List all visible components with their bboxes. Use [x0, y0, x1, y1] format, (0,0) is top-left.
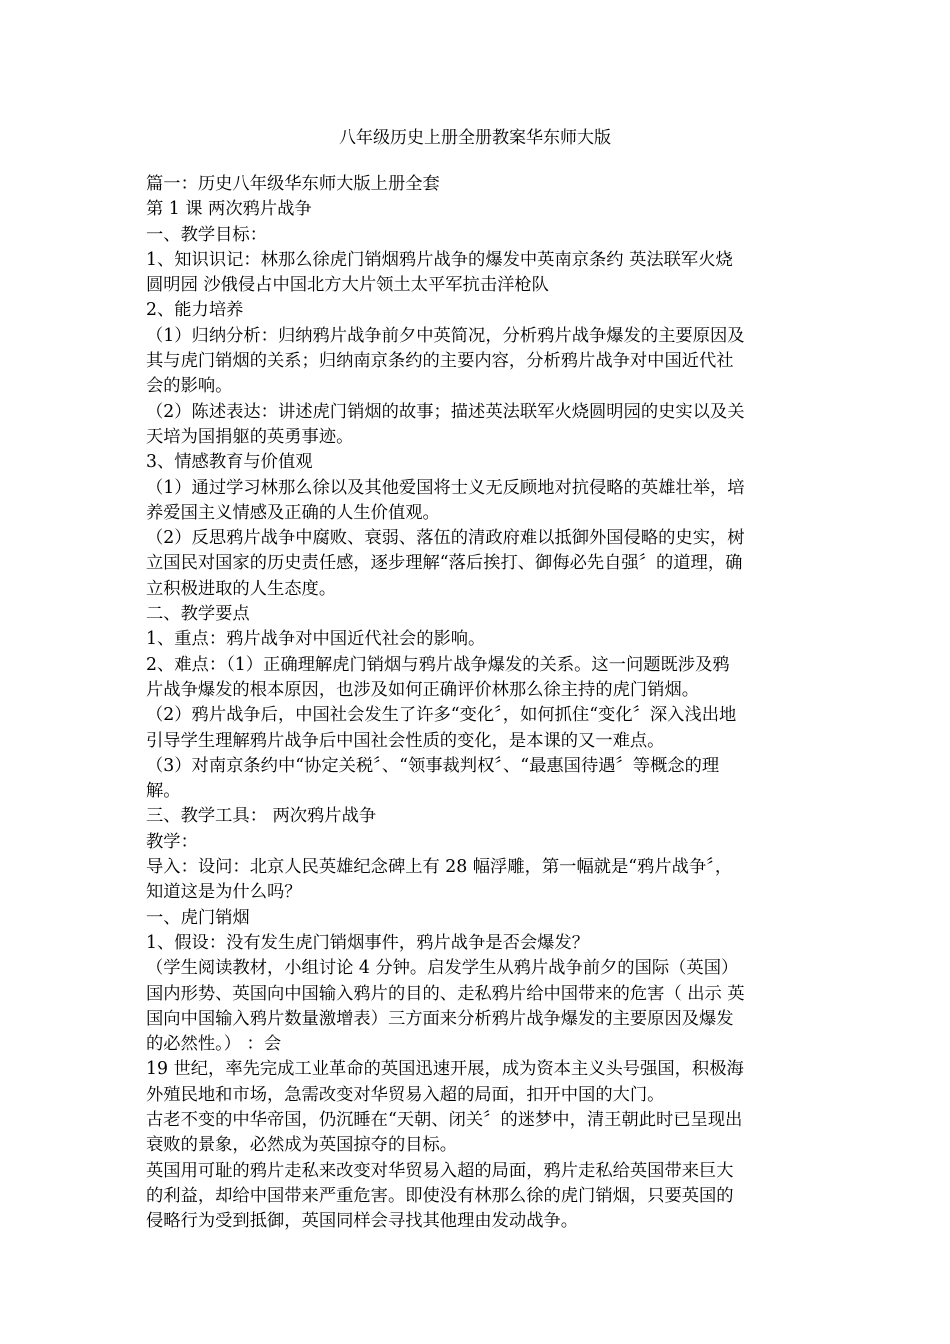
text-line: 的利益，却给中国带来严重危害。即使没有林那么徐的虎门销烟，只要英国的 [146, 1185, 734, 1206]
text-line: 2、能力培养 [146, 300, 244, 321]
text-line: 二、教学要点 [146, 604, 250, 625]
text-line: （2）反思鸦片战争中腐败、衰弱、落伍的清政府难以抵御外国侵略的史实，树 [146, 528, 745, 549]
text-line: 3、情感教育与价值观 [146, 452, 313, 473]
text-line: 侵略行为受到抵御，英国同样会寻找其他理由发动战争。 [146, 1211, 579, 1232]
text-line: 导入：设问：北京人民英雄纪念碑上有 28 幅浮雕，第一幅就是“鸦片战争〞， [146, 857, 733, 878]
text-line: 知道这是为什么吗？ [146, 882, 302, 903]
text-line: 一、虎门销烟 [146, 907, 250, 928]
text-line: 解。 [146, 781, 181, 802]
text-line: 天培为国捐躯的英勇事迹。 [146, 426, 354, 447]
text-line: 一、教学目标： [146, 224, 267, 245]
text-line: 1、知识识记：林那么徐虎门销烟鸦片战争的爆发中英南京条约 英法联军火烧 [146, 249, 733, 270]
text-line: 片战争爆发的根本原因，也涉及如何正确评价林那么徐主持的虎门销烟。 [146, 679, 700, 700]
text-line: （2）鸦片战争后，中国社会发生了许多“变化〞，如何抓住“变化〞深入浅出地 [146, 705, 737, 726]
text-line: 立国民对国家的历史责任感，逐步理解“落后挨打、御侮必先自强〞的道理，确 [146, 553, 743, 574]
text-line: 会的影响。 [146, 376, 233, 397]
text-line: 1、假设：没有发生虎门销烟事件，鸦片战争是否会爆发？ [146, 932, 590, 953]
text-line: 其与虎门销烟的关系；归纳南京条约的主要内容，分析鸦片战争对中国近代社 [146, 351, 734, 372]
text-line: 三、教学工具： 两次鸦片战争 [146, 806, 377, 827]
text-line: 19 世纪，率先完成工业革命的英国迅速开展，成为资本主义头号强国，积极海 [146, 1059, 744, 1080]
text-line: 古老不变的中华帝国，仍沉睡在“天朝、闭关〞的迷梦中，清王朝此时已呈现出 [146, 1109, 743, 1130]
text-line: 2、难点：（1）正确理解虎门销烟与鸦片战争爆发的关系。这一问题既涉及鸦 [146, 654, 730, 675]
text-line: （1）归纳分析：归纳鸦片战争前夕中英简况，分析鸦片战争爆发的主要原因及 [146, 325, 745, 346]
text-line: 衰败的景象，必然成为英国掠夺的目标。 [146, 1135, 458, 1156]
text-line: 英国用可耻的鸦片走私来改变对华贸易入超的局面，鸦片走私给英国带来巨大 [146, 1160, 734, 1181]
text-line: 篇一：历史八年级华东师大版上册全套 [146, 174, 440, 194]
text-line: 养爱国主义情感及正确的人生价值观。 [146, 502, 440, 523]
text-line: （2）陈述表达：讲述虎门销烟的故事；描述英法联军火烧圆明园的史实以及关 [146, 401, 745, 422]
text-line: （1）通过学习林那么徐以及其他爱国将士义无反顾地对抗侵略的英雄壮举，培 [146, 477, 745, 498]
document-title: 八年级历史上册全册教案华东师大版 [339, 128, 611, 148]
text-line: 国向中国输入鸦片数量激增表）三方面来分析鸦片战争爆发的主要原因及爆发 [146, 1008, 734, 1029]
text-line: （学生阅读教材，小组讨论 4 分钟。启发学生从鸦片战争前夕的国际（英国） [146, 958, 739, 979]
text-line: 立积极进取的人生态度。 [146, 578, 337, 599]
text-line: 1、重点：鸦片战争对中国近代社会的影响。 [146, 629, 486, 650]
text-line: 国内形势、英国向中国输入鸦片的目的、走私鸦片给中国带来的危害（ 出示 英 [146, 983, 745, 1004]
text-line: 第 1 课 两次鸦片战争 [146, 199, 312, 220]
document-body [146, 172, 810, 1234]
text-line: （3）对南京条约中“协定关税〞、“领事裁判权〞、“最惠国待遇〞等概念的理 [146, 755, 720, 776]
text-line: 外殖民地和市场，急需改变对华贸易入超的局面，扣开中国的大门。 [146, 1084, 665, 1105]
text-line: 教学： [146, 831, 198, 852]
text-line: 的必然性。） ：会 [146, 1034, 282, 1055]
text-line: 引导学生理解鸦片战争后中国社会性质的变化，是本课的又一难点。 [146, 730, 665, 751]
text-line: 圆明园 沙俄侵占中国北方大片领土太平军抗击洋枪队 [146, 275, 549, 296]
